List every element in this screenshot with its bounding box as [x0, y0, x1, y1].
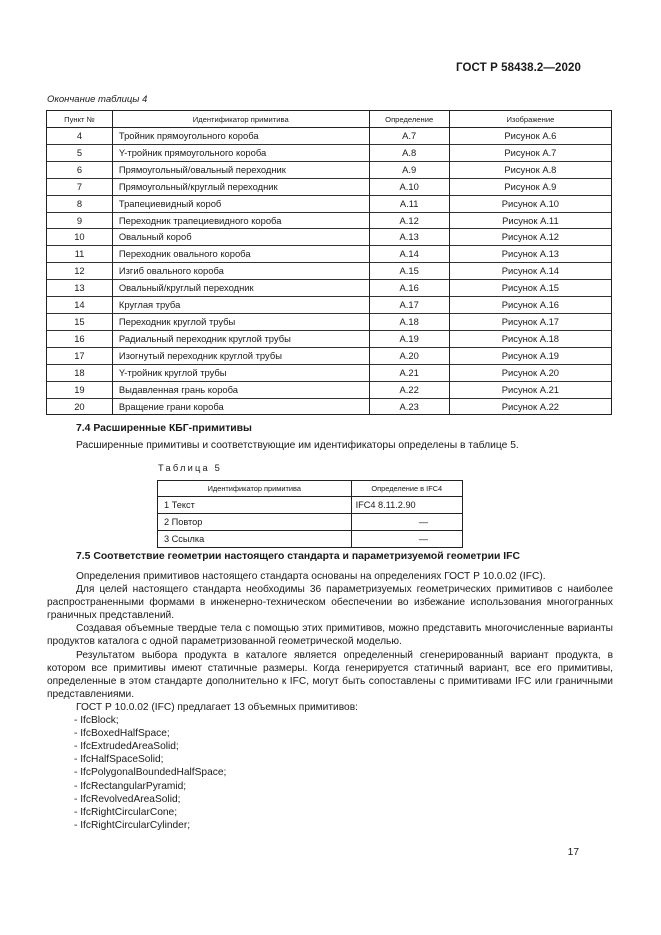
- table4-cell-number: 18: [47, 364, 113, 381]
- page-number: 17: [567, 847, 579, 858]
- list-item: - IfcPolygonalBoundedHalfSpace;: [74, 767, 227, 779]
- table4-cell-number: 16: [47, 330, 113, 347]
- table4-cell-identifier: Изгиб овального короба: [112, 263, 369, 280]
- list-item: - IfcBoxedHalfSpace;: [74, 728, 170, 740]
- table-row: [47, 347, 612, 364]
- table-row: [47, 195, 612, 212]
- table4-cell-image: Рисунок A.6: [449, 128, 611, 145]
- table4-cell-number: 7: [47, 178, 113, 195]
- table4-cell-identifier: Овальный/круглый переходник: [112, 280, 369, 297]
- table4-cell-definition: A.19: [369, 330, 449, 347]
- table4-cell-number: 14: [47, 297, 113, 314]
- table4-cell-identifier: Круглая труба: [112, 297, 369, 314]
- table4-cell-number: 19: [47, 381, 113, 398]
- table5-col-identifier: Идентификатор примитива: [158, 481, 352, 497]
- table-row: [158, 497, 463, 514]
- table4-cell-number: 6: [47, 161, 113, 178]
- table-row: [47, 128, 612, 145]
- table4-cell-identifier: Переходник круглой трубы: [112, 313, 369, 330]
- list-item: - IfcHalfSpaceSolid;: [74, 754, 164, 766]
- table4-cell-definition: A.13: [369, 229, 449, 246]
- table4-cell-definition: A.8: [369, 144, 449, 161]
- table-row: [47, 144, 612, 161]
- table-row: [47, 229, 612, 246]
- table4-cell-number: 5: [47, 144, 113, 161]
- list-item: - IfcRectangularPyramid;: [74, 780, 187, 792]
- table4-cell-definition: A.21: [369, 364, 449, 381]
- paragraph: Определения примитивов настоящего стандарта основаны на определениях ГОСТ Р 10.0.02 (IFC).: [76, 571, 546, 582]
- table4-cell-number: 10: [47, 229, 113, 246]
- table5-caption: Таблица 5: [158, 463, 223, 473]
- list-item: - IfcRightCircularCone;: [74, 806, 178, 818]
- table4-cell-identifier: Тройник прямоугольного короба: [112, 128, 369, 145]
- table4-cell-identifier: Y-тройник круглой трубы: [112, 364, 369, 381]
- table4-cell-identifier: Переходник трапециевидного короба: [112, 212, 369, 229]
- table4-cell-number: 12: [47, 263, 113, 280]
- table4-cell-number: 9: [47, 212, 113, 229]
- table4-cell-definition: A.16: [369, 280, 449, 297]
- table4-col-definition: Определение: [369, 111, 449, 128]
- table4-cell-image: Рисунок A.12: [449, 229, 611, 246]
- section-7-5-body: [47, 570, 613, 832]
- table-row: [47, 280, 612, 297]
- paragraph: ГОСТ Р 10.0.02 (IFC) предлагает 13 объемных примитивов:: [76, 701, 358, 713]
- table5-cell-identifier: 3 Ссылка: [158, 531, 352, 548]
- table-row: [47, 364, 612, 381]
- table5-cell-definition: IFC4 8.11.2.90: [351, 497, 462, 514]
- table4-cell-image: Рисунок A.13: [449, 246, 611, 263]
- table4-cell-image: Рисунок A.10: [449, 195, 611, 212]
- table-row: [47, 212, 612, 229]
- table-row: [47, 161, 612, 178]
- table4-cell-definition: A.22: [369, 381, 449, 398]
- table4-cell-image: Рисунок A.14: [449, 263, 611, 280]
- table4-col-number: Пункт №: [47, 111, 113, 128]
- table4-cell-image: Рисунок A.22: [449, 398, 611, 415]
- list-item: - IfcRightCircularCylinder;: [74, 819, 191, 831]
- table4-cell-definition: A.17: [369, 297, 449, 314]
- table4-cell-number: 13: [47, 280, 113, 297]
- section-7-4-heading: 7.4 Расширенные КБГ-примитивы: [76, 423, 252, 434]
- table4-cell-identifier: Выдавленная грань короба: [112, 381, 369, 398]
- table4-cell-identifier: Переходник овального короба: [112, 246, 369, 263]
- table-5: [157, 480, 463, 548]
- table4-body: [47, 128, 612, 415]
- table5-cell-definition: —: [351, 514, 462, 531]
- table4-cell-definition: A.23: [369, 398, 449, 415]
- table4-cell-image: Рисунок A.17: [449, 313, 611, 330]
- document-code: ГОСТ Р 58438.2—2020: [456, 62, 581, 74]
- table-row: [47, 330, 612, 347]
- table4-cell-number: 4: [47, 128, 113, 145]
- table4-cell-definition: A.20: [369, 347, 449, 364]
- table5-header-row: [158, 481, 463, 497]
- table4-cell-image: Рисунок A.9: [449, 178, 611, 195]
- table5-col-definition: Определение в IFC4: [351, 481, 462, 497]
- table4-cell-definition: A.7: [369, 128, 449, 145]
- section-7-5-heading: 7.5 Соответствие геометрии настоящего стандарта и параметризуемой геометрии IFC: [76, 551, 520, 562]
- table4-col-identifier: Идентификатор примитива: [112, 111, 369, 128]
- table4-cell-number: 11: [47, 246, 113, 263]
- table4-cell-definition: A.14: [369, 246, 449, 263]
- paragraph: Для целей настоящего стандарта необходимы 36 параметризуемых геометрических примитивов с наиболее распространенными формами в инженерно-техническом обеспечении во избежание использования многогранных граничных представлений.: [47, 584, 613, 622]
- table5-cell-identifier: 2 Повтор: [158, 514, 352, 531]
- table-row: [47, 178, 612, 195]
- table4-cell-number: 17: [47, 347, 113, 364]
- table4-cell-identifier: Радиальный переходник круглой трубы: [112, 330, 369, 347]
- table4-cell-identifier: Прямоугольный/овальный переходник: [112, 161, 369, 178]
- table4-cell-identifier: Y-тройник прямоугольного короба: [112, 144, 369, 161]
- paragraph: Создавая объемные твердые тела с помощью этих примитивов, можно представить многочисленные варианты продуктов каталога с одной параметризованной геометрической моделью.: [47, 623, 613, 648]
- table4-cell-definition: A.12: [369, 212, 449, 229]
- list-item: - IfcRevolvedAreaSolid;: [74, 793, 181, 805]
- table-4: [46, 110, 612, 415]
- table4-cell-image: Рисунок A.15: [449, 280, 611, 297]
- table4-cell-definition: A.18: [369, 313, 449, 330]
- table4-cell-identifier: Вращение грани короба: [112, 398, 369, 415]
- table-row: [47, 263, 612, 280]
- table4-cell-identifier: Овальный короб: [112, 229, 369, 246]
- table4-cell-number: 8: [47, 195, 113, 212]
- table-row: [47, 398, 612, 415]
- table-row: [47, 297, 612, 314]
- table4-cell-definition: A.11: [369, 195, 449, 212]
- table-row: [47, 246, 612, 263]
- table4-cell-image: Рисунок A.19: [449, 347, 611, 364]
- list-item: - IfcExtrudedAreaSolid;: [74, 741, 179, 753]
- table4-caption: Окончание таблицы 4: [47, 94, 148, 105]
- table4-cell-image: Рисунок A.11: [449, 212, 611, 229]
- table4-cell-definition: A.10: [369, 178, 449, 195]
- table4-cell-number: 15: [47, 313, 113, 330]
- table-row: [158, 514, 463, 531]
- ifc-primitive-list: [47, 714, 613, 832]
- section-7-4-text: Расширенные примитивы и соответствующие им идентификаторы определены в таблице 5.: [76, 440, 519, 451]
- table4-header-row: [47, 111, 612, 128]
- table4-cell-image: Рисунок A.16: [449, 297, 611, 314]
- table4-cell-image: Рисунок A.8: [449, 161, 611, 178]
- table4-cell-identifier: Прямоугольный/круглый переходник: [112, 178, 369, 195]
- table5-cell-identifier: 1 Текст: [158, 497, 352, 514]
- table5-cell-definition: —: [351, 531, 462, 548]
- table4-cell-definition: A.9: [369, 161, 449, 178]
- table4-cell-number: 20: [47, 398, 113, 415]
- table4-cell-identifier: Трапециевидный короб: [112, 195, 369, 212]
- table4-cell-identifier: Изогнутый переходник круглой трубы: [112, 347, 369, 364]
- table4-cell-image: Рисунок A.7: [449, 144, 611, 161]
- table4-col-image: Изображение: [449, 111, 611, 128]
- table-row: [158, 531, 463, 548]
- paragraph: Результатом выбора продукта в каталоге является определенный сгенерированный вариант продукта, в котором все примитивы имеют статичные размеры. Когда генерируется статичный вариант, все его примитивы, определенные в этом стандарте дополнительно к IFC, могут быть сопоставлены с примитивами IFC или граничными представлениями.: [47, 649, 613, 700]
- table-row: [47, 313, 612, 330]
- table4-cell-image: Рисунок A.21: [449, 381, 611, 398]
- table-row: [47, 381, 612, 398]
- list-item: - IfcBlock;: [74, 715, 119, 727]
- table4-cell-image: Рисунок A.18: [449, 330, 611, 347]
- table4-cell-image: Рисунок A.20: [449, 364, 611, 381]
- table4-cell-definition: A.15: [369, 263, 449, 280]
